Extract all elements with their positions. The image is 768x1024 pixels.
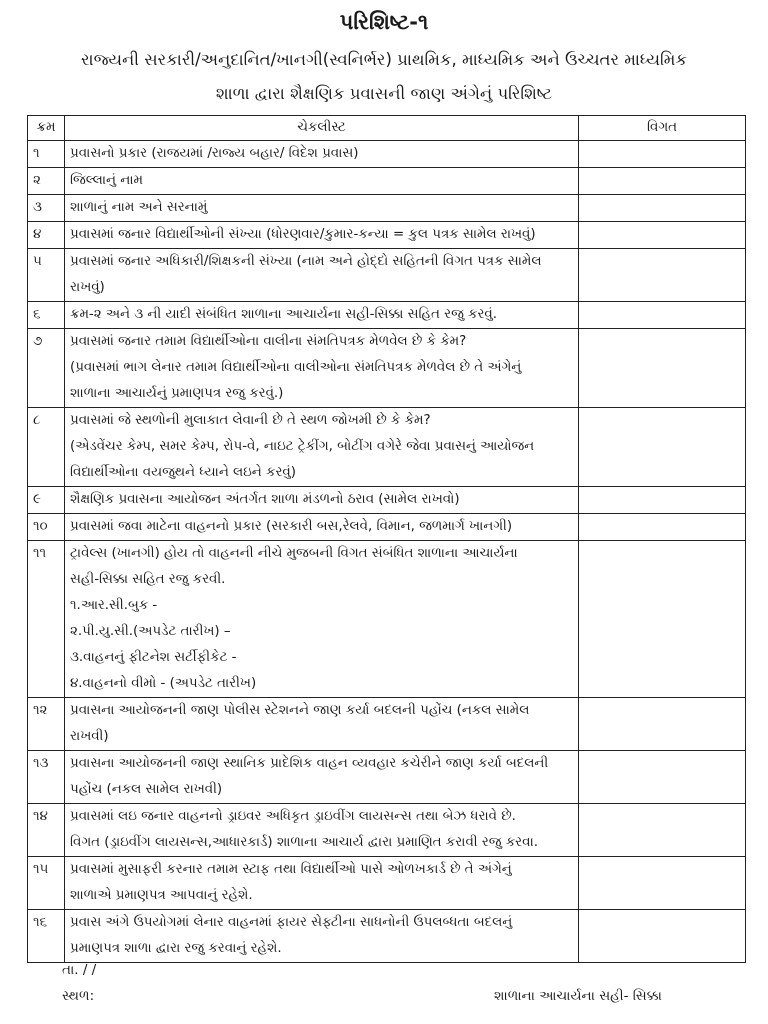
- row-serial-number: ૧૩: [28, 751, 65, 804]
- row-details-cell[interactable]: [579, 408, 746, 487]
- checklist-text-line: પ્રવાસમાં લઇ જનાર વાહનનો ડ્રાઇવર અધિકૃત ડ્રાઇવીંગ લાયસન્સ તથા બેઝ ધરાવે છે.: [70, 809, 516, 824]
- row-details-cell[interactable]: [579, 249, 746, 302]
- row-checklist-item: [65, 249, 579, 302]
- checklist-table: [27, 115, 746, 963]
- table-row: [28, 408, 746, 487]
- checklist-text-line: ૧.આર.સી.બુક -: [70, 598, 158, 613]
- table-row: [28, 487, 746, 514]
- document-subtitle-line1: રાજ્યની સરકારી/અનુદાનિત/ખાનગી(સ્વનિર્ભર) પ્રાથમિક, માધ્યમિક અને ઉચ્ચતર માધ્યમિક: [81, 50, 687, 69]
- checklist-text-line: પ્રમાણપત્ર શાળા દ્વારા રજુ કરવાનું રહેશે.: [70, 941, 282, 956]
- row-serial-number: ૧૬: [28, 910, 65, 963]
- table-row: [28, 302, 746, 329]
- principal-signature-label: શાળાના આચાર્યના સહી- સિક્કા: [494, 988, 662, 1004]
- checklist-text-line: જિલ્લાનું નામ: [70, 173, 144, 188]
- checklist-text-line: શાળાનું નામ અને સરનામું: [70, 200, 208, 215]
- row-serial-number: ૧૧: [28, 541, 65, 698]
- table-row: [28, 857, 746, 910]
- row-checklist-item: [65, 302, 579, 329]
- checklist-text-line: પહોંચ (નકલ સામેલ રાખવી): [70, 782, 223, 797]
- checklist-text-line: શૈક્ષણિક પ્રવાસના આયોજન અંતર્ગત શાળા મંડળનો ઠરાવ (સામેલ રાખવો): [70, 492, 460, 507]
- table-row: [28, 751, 746, 804]
- row-checklist-item: [65, 698, 579, 751]
- table-row: [28, 910, 746, 963]
- checklist-text-line: (પ્રવાસમાં ભાગ લેનાર તમામ વિદ્યાર્થીઓના વાલીઓના સંમતિપત્રક મેળવેલ છે તે અંગેનું: [70, 360, 522, 375]
- checklist-text-line: પ્રવાસનો પ્રકાર (રાજયમાં /રાજ્ય બહાર/ વિદેશ પ્રવાસ): [70, 146, 359, 161]
- checklist-text-line: ૪.વાહનનો વીમો - (અપડેટ તારીખ): [70, 676, 257, 691]
- row-checklist-item: [65, 168, 579, 195]
- row-details-cell[interactable]: [579, 910, 746, 963]
- checklist-text-line: વિદ્યાર્થીઓના વયજુથને ધ્યાને લઇને કરવું): [70, 465, 296, 480]
- checklist-text-line: રાખવું): [70, 280, 105, 295]
- checklist-text-line: ક્રમ-૨ અને ૩ ની યાદી સંબંધિત શાળાના આચાર્યના સહી-સિક્કા સહિત રજુ કરવું.: [70, 307, 497, 322]
- table-row: [28, 141, 746, 168]
- checklist-text-line: પ્રવાસ અંગે ઉપયોગમાં લેનાર વાહનમાં ફાયર સેફ્ટીના સાધનોની ઉપલબ્ધતા બદલનું: [70, 915, 513, 930]
- table-row: [28, 698, 746, 751]
- checklist-text-line: ૩.વાહનનું ફીટનેશ સર્ટીફીકેટ -: [70, 650, 237, 665]
- row-serial-number: ૬: [28, 302, 65, 329]
- row-checklist-item: [65, 195, 579, 222]
- row-serial-number: ૪: [28, 222, 65, 249]
- row-serial-number: ૯: [28, 487, 65, 514]
- table-row: [28, 195, 746, 222]
- row-checklist-item: [65, 541, 579, 698]
- checklist-text-line: રાખવી): [70, 729, 109, 744]
- checklist-text-line: સહી-સિક્કા સહિત રજુ કરવી.: [70, 572, 226, 587]
- row-checklist-item: [65, 751, 579, 804]
- checklist-text-line: પ્રવાસમાં જનાર અધિકારી/શિક્ષકની સંખ્યા (નામ અને હોદ્દો સહિતની વિગત પત્રક સામેલ: [70, 254, 542, 269]
- checklist-text-line: શાળાએ પ્રમાણપત્ર આપવાનું રહેશે.: [70, 888, 253, 903]
- checklist-text-line: પ્રવાસમાં જે સ્થળોની મુલાકાત લેવાની છે તે સ્થળ જોખમી છે કે કેમ?: [70, 413, 431, 428]
- row-serial-number: ૧૨: [28, 698, 65, 751]
- row-serial-number: ૧૪: [28, 804, 65, 857]
- checklist-text-line: (એડવેંચર કેમ્પ, સમર કેમ્પ, રોપ-વે, નાઇટ ટ્રેકીંગ, બોટીંગ વગેરે જેવા પ્રવાસનું આયોજન: [70, 439, 535, 454]
- row-checklist-item: [65, 141, 579, 168]
- row-checklist-item: [65, 910, 579, 963]
- checklist-text-line: પ્રવાસના આયોજનની જાણ સ્થાનિક પ્રાદેશિક વાહન વ્યવહાર કચેરીને જાણ કર્યા બદલની: [70, 756, 549, 771]
- table-row: [28, 168, 746, 195]
- row-details-cell[interactable]: [579, 141, 746, 168]
- row-serial-number: ૩: [28, 195, 65, 222]
- date-field: તા. / /: [62, 962, 97, 978]
- row-serial-number: ૨: [28, 168, 65, 195]
- row-details-cell[interactable]: [579, 222, 746, 249]
- row-serial-number: ૧૫: [28, 857, 65, 910]
- checklist-text-line: પ્રવાસના આયોજનની જાણ પોલીસ સ્ટેશનને જાણ કર્યા બદલની પહોંચ (નકલ સામેલ: [70, 703, 530, 718]
- table-body: [28, 141, 746, 963]
- row-details-cell[interactable]: [579, 168, 746, 195]
- checklist-text-line: પ્રવાસમાં જનાર તમામ વિદ્યાર્થીઓના વાલીના સંમતિપત્રક મેળવેલ છે કે કેમ?: [70, 334, 467, 349]
- row-serial-number: ૧૦: [28, 514, 65, 541]
- row-serial-number: ૧: [28, 141, 65, 168]
- row-checklist-item: [65, 222, 579, 249]
- table-row: [28, 222, 746, 249]
- row-checklist-item: [65, 804, 579, 857]
- row-details-cell[interactable]: [579, 302, 746, 329]
- row-checklist-item: [65, 857, 579, 910]
- row-details-cell[interactable]: [579, 698, 746, 751]
- row-details-cell[interactable]: [579, 195, 746, 222]
- row-details-cell[interactable]: [579, 857, 746, 910]
- checklist-text-line: પ્રવાસમાં જવા માટેના વાહનનો પ્રકાર (સરકારી બસ,રેલવે, વિમાન, જળમાર્ગ ખાનગી): [70, 519, 513, 534]
- row-details-cell[interactable]: [579, 804, 746, 857]
- page-title: પરિશિષ્ટ-૧: [339, 10, 429, 34]
- table-row: [28, 514, 746, 541]
- place-field: સ્થળ:: [62, 988, 95, 1004]
- table-header-row: [28, 116, 746, 141]
- checklist-text-line: ૨.પી.યુ.સી.(અપડેટ તારીખ) –: [70, 624, 231, 639]
- row-checklist-item: [65, 514, 579, 541]
- checklist-text-line: ટ્રાવેલ્સ (ખાનગી) હોય તો વાહનની નીચે મુજબની વિગત સંબંધિત શાળાના આચાર્યના: [70, 546, 518, 561]
- row-details-cell[interactable]: [579, 541, 746, 698]
- row-checklist-item: [65, 329, 579, 408]
- row-serial-number: ૫: [28, 249, 65, 302]
- row-checklist-item: [65, 487, 579, 514]
- column-header-checklist: ચેકલીસ્ટ: [65, 116, 579, 141]
- checklist-text-line: વિગત (ડ્રાઇવીંગ લાયસન્સ,આધારકાર્ડ) શાળાના આચાર્ય દ્વારા પ્રમાણિત કરાવી રજુ કરવા.: [70, 835, 538, 850]
- row-serial-number: ૮: [28, 408, 65, 487]
- row-details-cell[interactable]: [579, 329, 746, 408]
- table-row: [28, 804, 746, 857]
- document-subtitle-line2: શાળા દ્વારા શૈક્ષણિક પ્રવાસની જાણ અંગેનું પરિશિષ્ટ: [215, 84, 553, 103]
- column-header-details: વિગત: [579, 116, 746, 141]
- table-row: [28, 541, 746, 698]
- table-row: [28, 249, 746, 302]
- column-header-serial: ક્રમ: [28, 116, 65, 141]
- row-details-cell[interactable]: [579, 487, 746, 514]
- checklist-text-line: પ્રવાસમાં મુસાફરી કરનાર તમામ સ્ટાફ તથા વિદ્યાર્થીઓ પાસે ઓળખકાર્ડ છે તે અંગેનું: [70, 862, 512, 877]
- table-row: [28, 329, 746, 408]
- checklist-text-line: શાળાના આચાર્યનું પ્રમાણપત્ર રજુ કરવું.): [70, 386, 284, 401]
- row-checklist-item: [65, 408, 579, 487]
- row-details-cell[interactable]: [579, 514, 746, 541]
- checklist-text-line: પ્રવાસમાં જનાર વિદ્યાર્થીઓની સંખ્યા (ધોરણવાર/કુમાર-કન્યા = કુલ પત્રક સામેલ રાખવું): [70, 227, 536, 242]
- row-details-cell[interactable]: [579, 751, 746, 804]
- row-serial-number: ૭: [28, 329, 65, 408]
